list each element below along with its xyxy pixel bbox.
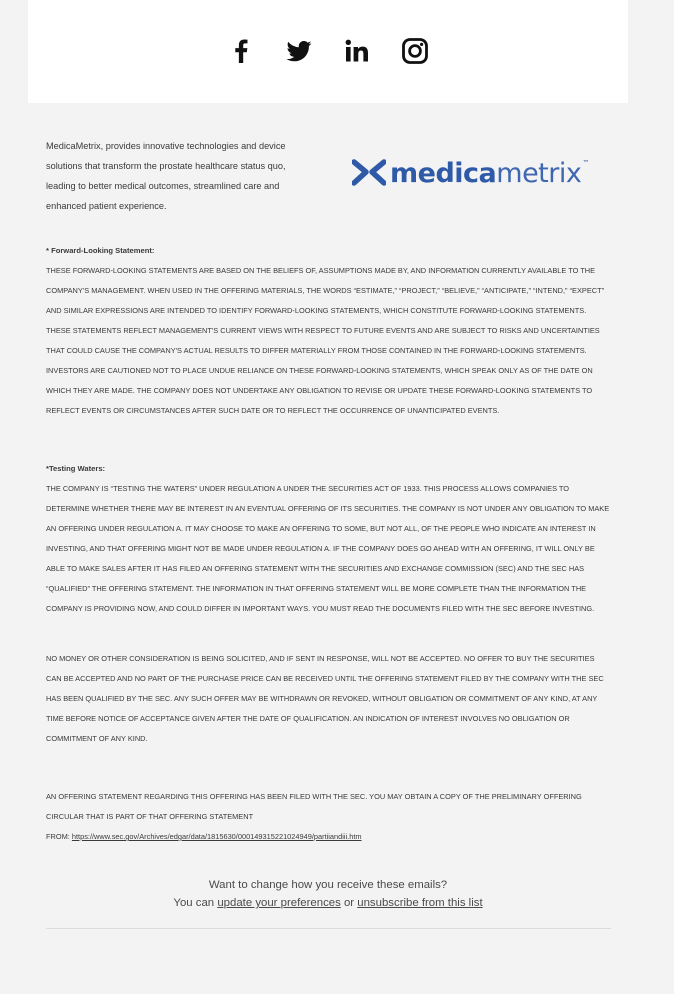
no-money-section [46,649,611,749]
forward-looking-section [46,241,611,421]
medicametrix-logo [352,157,606,189]
footer-divider [46,928,611,929]
instagram-icon[interactable] [400,36,430,66]
or-text: or [340,897,358,909]
social-links [28,36,628,66]
update-preferences-link[interactable]: update your preferences [217,897,341,909]
offering-section [46,787,611,847]
preferences-question: Want to change how you receive these emails? [208,879,448,891]
testing-waters-body: THE COMPANY IS “TESTING THE WATERS” UNDER REGULATION A UNDER THE SECURITIES ACT OF 1933. THIS PROCESS ALLOWS COMPANIES TO DETERMINE WHETHER THERE MAY BE INTEREST IN AN EVENTUAL OFFERING OF ITS SECURITIES. THE COMPANY IS NOT UNDER ANY OBLIGATION TO MAKE AN OFFERING UNDER REGULATION A. IT MAY CHOOSE TO MAKE AN OFFERING TO SOME, BUT NOT ALL, OF THE PEOPLE WHO INDICATE AN INTEREST IN INVESTING, AND THAT OFFERING MIGHT NOT BE MADE UNDER REGULATION A. IF THE COMPANY DOES GO AHEAD WITH AN OFFERING, IT WILL ONLY BE ABLE TO MAKE SALES AFTER IT HAS FILED AN OFFERING STATEMENT WITH THE SECURITIES AND EXCHANGE COMMISSION (SEC) AND THE SEC HAS “QUALIFIED” THE OFFERING STATEMENT. THE INFORMATION IN THAT OFFERING STATEMENT WILL BE MORE COMPLETE THAN THE INFORMATION THE COMPANY IS PROVIDING NOW, AND COULD DIFFER IN IMPORTANT WAYS. YOU MUST READ THE DOCUMENTS FILED WITH THE SEC BEFORE INVESTING. [46,484,610,613]
email-preferences [0,876,656,912]
forward-looking-body: THESE FORWARD-LOOKING STATEMENTS ARE BASED ON THE BELIEFS OF, ASSUMPTIONS MADE BY, AND INFORMATION CURRENTLY AVAILABLE TO THE COMPANY'S MANAGEMENT. WHEN USED IN THE OFFERING MATERIALS, THE WORDS “ESTIMATE,” “PROJECT,” “BELIEVE,” “ANTICIPATE,” “INTEND,” “EXPECT” AND SIMILAR EXPRESSIONS ARE INTENDED TO IDENTIFY FORWARD-LOOKING STATEMENTS, WHICH CONSTITUTE FORWARD-LOOKING STATEMENTS. THESE STATEMENTS REFLECT MANAGEMENT'S CURRENT VIEWS WITH RESPECT TO FUTURE EVENTS AND ARE SUBJECT TO RISKS AND UNCERTAINTIES THAT COULD CAUSE THE COMPANY'S ACTUAL RESULTS TO DIFFER MATERIALLY FROM THOSE CONTAINED IN THE FORWARD-LOOKING STATEMENTS. INVESTORS ARE CAUTIONED NOT TO PLACE UNDUE RELIANCE ON THESE FORWARD-LOOKING STATEMENTS, WHICH SPEAK ONLY AS OF THE DATE ON WHICH THEY ARE MADE. THE COMPANY DOES NOT UNDERTAKE ANY OBLIGATION TO REVISE OR UPDATE THESE FORWARD-LOOKING STATEMENTS TO REFLECT EVENTS OR CIRCUMSTANCES AFTER SUCH DATE OR TO REFLECT THE OCCURRENCE OF UNANTICIPATED EVENTS. [46,266,605,415]
twitter-icon[interactable] [284,36,314,66]
offering-from [46,827,611,847]
offering-from-label: FROM: [46,832,72,841]
testing-waters-section [46,459,611,619]
forward-looking-heading: * Forward-Looking Statement: [46,246,155,255]
unsubscribe-link[interactable]: unsubscribe from this list [357,897,483,909]
preferences-links [0,894,656,912]
facebook-icon[interactable] [226,36,256,66]
social-header [28,0,628,103]
logo-trademark: ™ [582,158,589,167]
offering-body: AN OFFERING STATEMENT REGARDING THIS OFFERING HAS BEEN FILED WITH THE SEC. YOU MAY OBTAIN A COPY OF THE PRELIMINARY OFFERING CIRCULAR THAT IS PART OF THAT OFFERING STATEMENT [46,792,582,821]
logo-text-light: metrix [496,157,582,189]
logo-text-bold: medica [390,157,497,189]
no-money-body: NO MONEY OR OTHER CONSIDERATION IS BEING SOLICITED, AND IF SENT IN RESPONSE, WILL NOT BE ACCEPTED. NO OFFER TO BUY THE SECURITIES CAN BE ACCEPTED AND NO PART OF THE PURCHASE PRICE CAN BE RECEIVED UNTIL THE OFFERING STATEMENT FILED BY THE COMPANY WITH THE SEC HAS BEEN QUALIFIED BY THE SEC. ANY SUCH OFFER MAY BE WITHDRAWN OR REVOKED, WITHOUT OBLIGATION OR COMMITMENT OF ANY KIND, AT ANY TIME BEFORE NOTICE OF ACCEPTANCE GIVEN AFTER THE DATE OF QUALIFICATION. AN INDICATION OF INTEREST INVOLVES NO OBLIGATION OR COMMITMENT OF ANY KIND. [46,654,604,743]
logo-wordmark [390,157,589,189]
sec-filing-link[interactable]: https://www.sec.gov/Archives/edgar/data/1815630/000149315221024949/partiiandiii.htm [71,832,362,841]
you-can-text: You can [173,897,218,909]
testing-waters-heading: *Testing Waters: [46,464,106,473]
logo-mark-icon [352,159,386,187]
about-text: MedicaMetrix, provides innovative technologies and device solutions that transform the prostate healthcare status quo, leading to better medical outcomes, streamlined care and enhanced patient experience. [46,141,286,211]
linkedin-icon[interactable] [342,36,372,66]
